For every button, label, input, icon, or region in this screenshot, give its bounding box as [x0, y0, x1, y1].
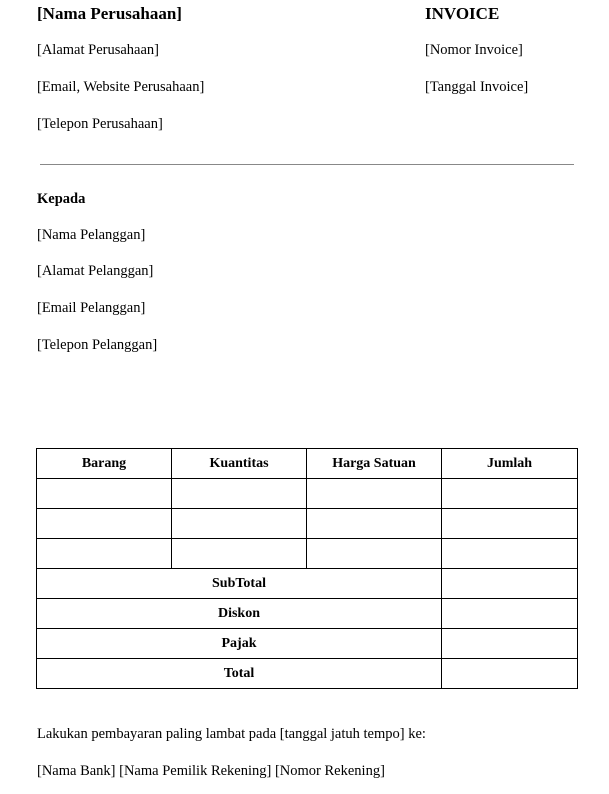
cell-jumlah[interactable] [442, 479, 578, 509]
cell-harga-satuan[interactable] [307, 509, 442, 539]
invoice-number: [Nomor Invoice] [425, 42, 523, 58]
recipient-phone: [Telepon Pelanggan] [37, 337, 158, 353]
summary-row-diskon [37, 599, 578, 629]
table-row [37, 479, 578, 509]
company-address: [Alamat Perusahaan] [37, 42, 159, 58]
cell-harga-satuan[interactable] [307, 479, 442, 509]
cell-kuantitas[interactable] [172, 509, 307, 539]
cell-kuantitas[interactable] [172, 539, 307, 569]
column-header-kuantitas: Kuantitas [172, 449, 307, 479]
summary-value[interactable] [442, 599, 578, 629]
invoice-date: [Tanggal Invoice] [425, 79, 529, 95]
summary-row-subtotal [37, 569, 578, 599]
summary-value[interactable] [442, 629, 578, 659]
summary-label: Pajak [37, 629, 442, 659]
cell-kuantitas[interactable] [172, 479, 307, 509]
company-email-website: [Email, Website Perusahaan] [37, 79, 205, 95]
invoice-title: INVOICE [425, 4, 500, 23]
cell-barang[interactable] [37, 539, 172, 569]
bank-details: [Nama Bank] [Nama Pemilik Rekening] [Nomor Rekening] [37, 763, 385, 779]
column-header-jumlah: Jumlah [442, 449, 578, 479]
payment-instruction: Lakukan pembayaran paling lambat pada [tanggal jatuh tempo] ke: [37, 726, 426, 742]
recipient-heading: Kepada [37, 191, 86, 207]
summary-value[interactable] [442, 659, 578, 689]
cell-harga-satuan[interactable] [307, 539, 442, 569]
invoice-items-table [36, 448, 578, 689]
cell-barang[interactable] [37, 509, 172, 539]
cell-barang[interactable] [37, 479, 172, 509]
column-header-harga-satuan: Harga Satuan [307, 449, 442, 479]
summary-label: SubTotal [37, 569, 442, 599]
column-header-barang: Barang [37, 449, 172, 479]
summary-row-pajak [37, 629, 578, 659]
summary-label: Diskon [37, 599, 442, 629]
table-header-row [37, 449, 578, 479]
company-name: [Nama Perusahaan] [37, 4, 182, 23]
table-row [37, 509, 578, 539]
summary-value[interactable] [442, 569, 578, 599]
summary-row-total [37, 659, 578, 689]
recipient-name: [Nama Pelanggan] [37, 227, 146, 243]
cell-jumlah[interactable] [442, 539, 578, 569]
recipient-email: [Email Pelanggan] [37, 300, 146, 316]
recipient-address: [Alamat Pelanggan] [37, 263, 154, 279]
summary-label: Total [37, 659, 442, 689]
horizontal-divider [40, 164, 574, 165]
cell-jumlah[interactable] [442, 509, 578, 539]
table-row [37, 539, 578, 569]
company-phone: [Telepon Perusahaan] [37, 116, 163, 132]
